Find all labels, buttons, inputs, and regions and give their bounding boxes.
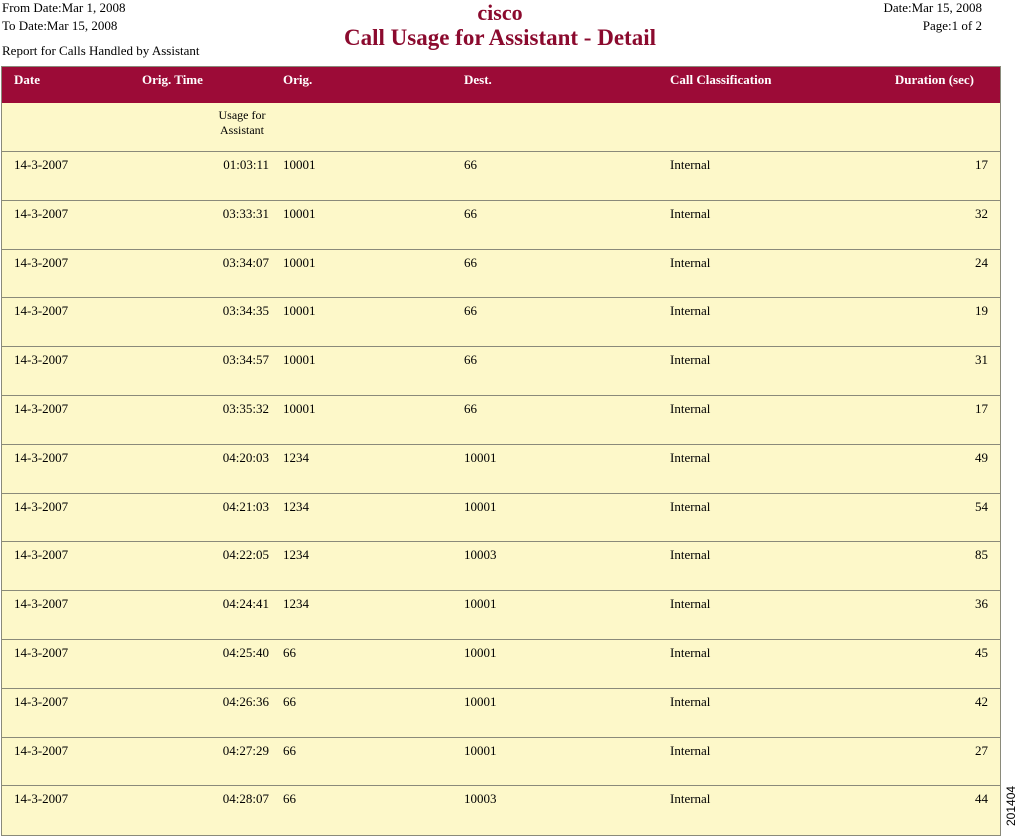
cell-dest: 10001	[464, 449, 497, 465]
table-row	[2, 494, 1000, 543]
cell-orig-time: 03:33:31	[222, 205, 269, 221]
report-date: Date:Mar 15, 2008	[883, 0, 982, 15]
cell-orig: 1234	[283, 547, 309, 563]
cell-orig-time: 04:24:41	[222, 596, 269, 612]
cell-call-classification: Internal	[670, 791, 711, 807]
cell-call-classification: Internal	[670, 254, 711, 270]
cell-date: 14-3-2007	[14, 400, 69, 416]
cell-duration: 17	[975, 157, 988, 172]
cell-dest: 66	[464, 352, 477, 368]
cell-dest: 10001	[464, 742, 497, 758]
cell-dest: 10001	[464, 644, 497, 660]
cell-duration: 44	[975, 791, 988, 807]
page-number: Page:1 of 2	[922, 18, 982, 33]
cell-dest: 66	[464, 205, 477, 221]
cell-call-classification: Internal	[670, 498, 711, 514]
report-subtitle: Report for Calls Handled by Assistant	[2, 43, 200, 58]
table-row	[2, 591, 1000, 640]
column-header-orig: Orig.	[283, 72, 313, 87]
cisco-logo: cisco	[477, 0, 523, 25]
cell-call-classification: Internal	[670, 205, 711, 221]
cell-dest: 10001	[464, 693, 497, 709]
cell-orig-time: 04:21:03	[222, 498, 269, 514]
column-header-dest: Dest.	[464, 72, 492, 87]
table-row	[2, 445, 1000, 494]
page-title: Call Usage for Assistant - Detail	[344, 25, 656, 50]
cell-orig: 66	[283, 644, 296, 660]
cell-date: 14-3-2007	[14, 157, 69, 172]
cell-dest: 66	[464, 400, 477, 416]
to-date: To Date:Mar 15, 2008	[2, 18, 118, 33]
cell-orig: 1234	[283, 596, 309, 612]
cell-orig-time: 03:34:57	[222, 352, 269, 368]
cell-call-classification: Internal	[670, 644, 711, 660]
cell-dest: 66	[464, 254, 477, 270]
cell-orig-time: 04:22:05	[222, 547, 269, 563]
cell-call-classification: Internal	[670, 352, 711, 368]
cell-dest: 66	[464, 303, 477, 319]
cell-orig-time: 04:26:36	[222, 693, 269, 709]
cell-orig-time: 03:34:07	[222, 254, 269, 270]
cell-duration: 24	[975, 254, 988, 270]
cell-duration: 85	[975, 547, 988, 563]
table-row	[2, 298, 1000, 347]
cell-date: 14-3-2007	[14, 498, 69, 514]
cell-duration: 31	[975, 352, 988, 368]
report-info	[883, 0, 982, 36]
table-header	[2, 67, 1000, 103]
cell-dest: 66	[464, 157, 477, 172]
cell-call-classification: Internal	[670, 547, 711, 563]
table-row	[2, 542, 1000, 591]
cell-date: 14-3-2007	[14, 547, 69, 563]
table-row	[2, 347, 1000, 396]
cell-orig: 10001	[283, 352, 316, 368]
table-row	[2, 152, 1000, 201]
cell-orig-time: 01:03:11	[223, 157, 269, 172]
cell-orig: 10001	[283, 400, 316, 416]
group-label: Usage for Assistant	[218, 108, 266, 137]
cell-dest: 10001	[464, 498, 497, 514]
column-header-orig-time: Orig. Time	[142, 72, 203, 87]
table-row	[2, 201, 1000, 250]
cell-duration: 42	[975, 693, 988, 709]
cell-call-classification: Internal	[670, 742, 711, 758]
cell-orig-time: 04:25:40	[222, 644, 269, 660]
cell-date: 14-3-2007	[14, 205, 69, 221]
table-row	[2, 250, 1000, 299]
cell-duration: 19	[975, 303, 988, 319]
cell-date: 14-3-2007	[14, 596, 69, 612]
cell-orig: 1234	[283, 449, 309, 465]
cell-call-classification: Internal	[670, 596, 711, 612]
cell-orig: 10001	[283, 254, 316, 270]
table-row	[2, 689, 1000, 738]
cell-orig-time: 04:28:07	[222, 791, 269, 807]
cell-date: 14-3-2007	[14, 352, 69, 368]
cell-date: 14-3-2007	[14, 742, 69, 758]
figure-id: 201404	[1004, 785, 1018, 826]
cell-orig-time: 04:27:29	[222, 742, 269, 758]
cell-dest: 10001	[464, 596, 497, 612]
cell-orig: 1234	[283, 498, 309, 514]
cell-date: 14-3-2007	[14, 644, 69, 660]
cell-date: 14-3-2007	[14, 303, 69, 319]
cell-call-classification: Internal	[670, 400, 711, 416]
table-row	[2, 396, 1000, 445]
cell-date: 14-3-2007	[14, 254, 69, 270]
column-header-duration: Duration (sec)	[894, 72, 974, 87]
cell-duration: 49	[975, 449, 988, 465]
table-row	[2, 786, 1000, 835]
cell-duration: 45	[975, 644, 988, 660]
cell-duration: 32	[975, 205, 988, 221]
cell-duration: 54	[975, 498, 988, 514]
cell-orig-time: 03:35:32	[222, 400, 269, 416]
cell-orig: 10001	[283, 157, 316, 172]
column-header-call-classification: Call Classification	[670, 72, 772, 87]
cell-duration: 27	[975, 742, 988, 758]
table-row	[2, 738, 1000, 787]
cell-call-classification: Internal	[670, 157, 711, 172]
group-header-row	[2, 103, 1000, 152]
cell-dest: 10003	[464, 547, 497, 563]
call-usage-table	[1, 66, 1001, 836]
table-row	[2, 640, 1000, 689]
from-date: From Date:Mar 1, 2008	[2, 0, 126, 15]
cell-orig: 10001	[283, 303, 316, 319]
cell-date: 14-3-2007	[14, 791, 69, 807]
cell-duration: 36	[975, 596, 988, 612]
cell-call-classification: Internal	[670, 449, 711, 465]
cell-orig: 10001	[283, 205, 316, 221]
cell-orig: 66	[283, 693, 296, 709]
cell-call-classification: Internal	[670, 303, 711, 319]
cell-dest: 10003	[464, 791, 497, 807]
cell-orig: 66	[283, 791, 296, 807]
column-header-date: Date	[14, 72, 40, 87]
cell-orig: 66	[283, 742, 296, 758]
cell-date: 14-3-2007	[14, 693, 69, 709]
cell-orig-time: 04:20:03	[222, 449, 269, 465]
cell-orig-time: 03:34:35	[222, 303, 269, 319]
cell-duration: 17	[975, 400, 988, 416]
cell-call-classification: Internal	[670, 693, 711, 709]
table-body	[2, 152, 1000, 835]
cell-date: 14-3-2007	[14, 449, 69, 465]
